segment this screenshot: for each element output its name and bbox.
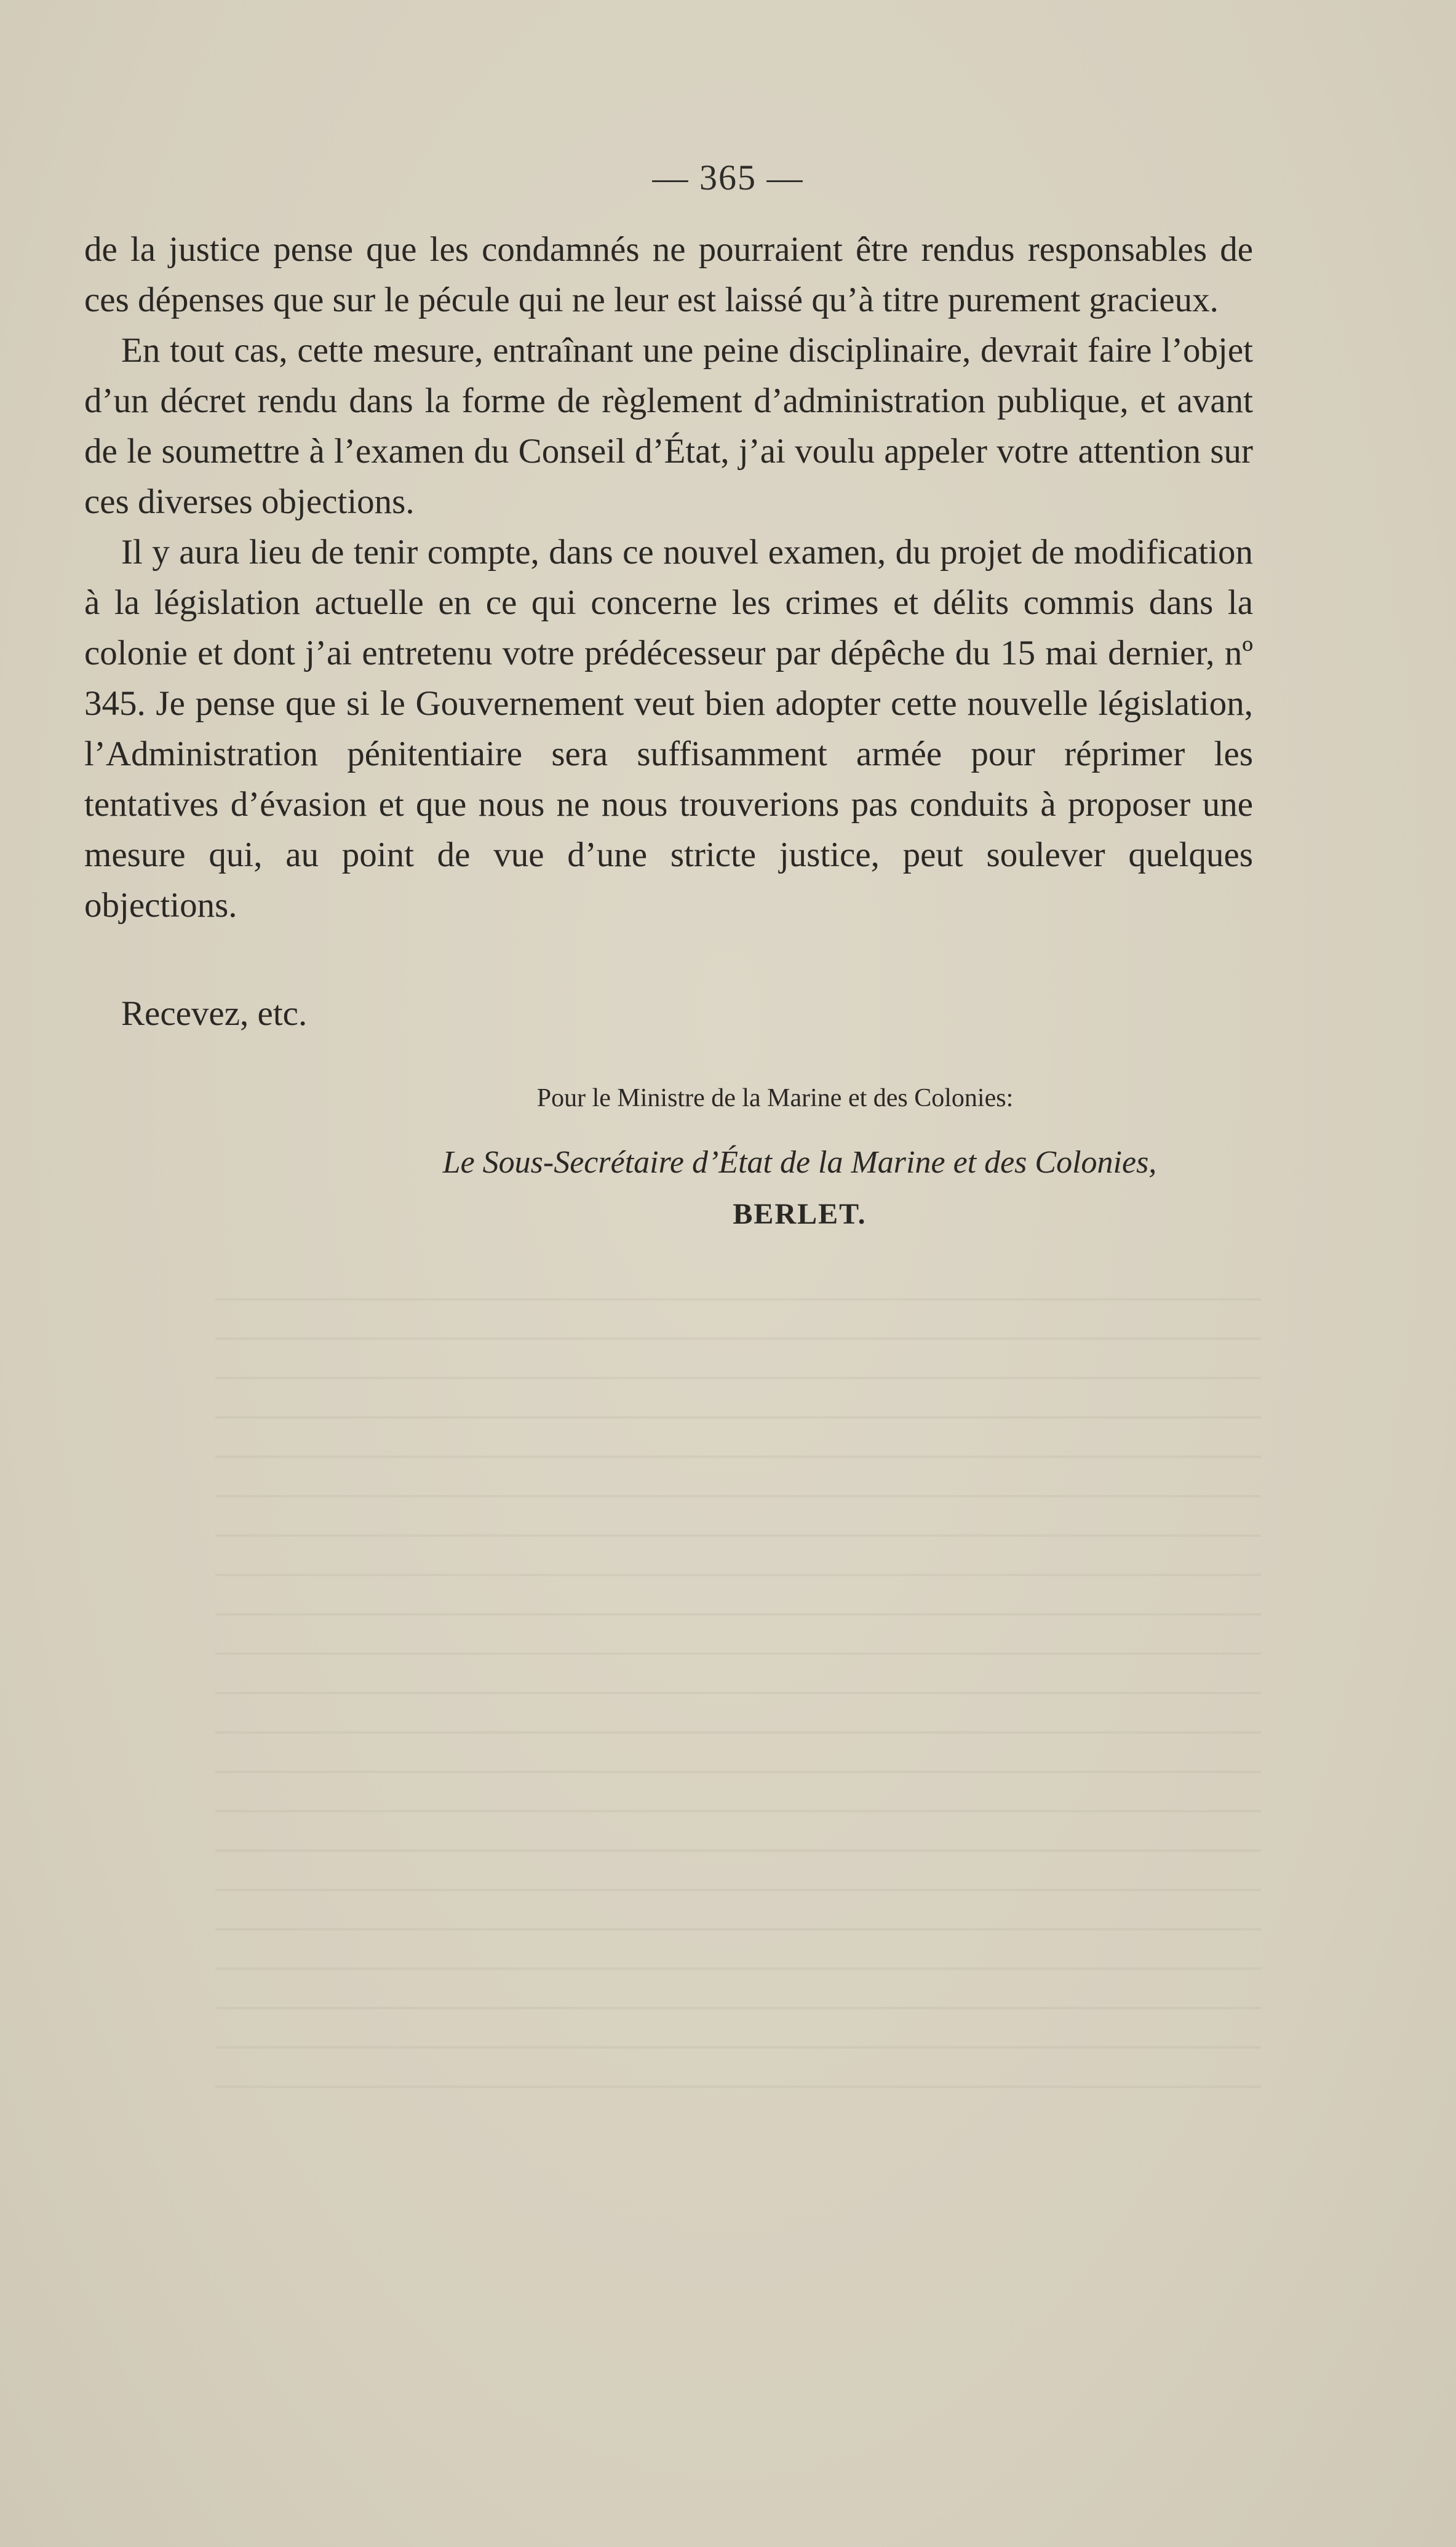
paragraph-continuation: de la justice pense que les condamnés ne pourraient être rendus responsables de ces dépenses que sur le pécule qui ne leur est laissé qu’à titre purement gracieux. — [84, 230, 1253, 319]
signature-title: Le Sous-Secrétaire d’État de la Marine et des Colonies, — [442, 1145, 1157, 1180]
paragraph: En tout cas, cette mesure, entraînant une peine disciplinaire, devrait faire l’objet d’un décret rendu dans la forme de règlement d’administration publique, et avant de le soumettre à l’examen du Conseil d’État, j’ai voulu appeler votre attention sur ces diverses objections. — [84, 331, 1253, 521]
page-number: — 365 — — [652, 157, 804, 197]
paragraph: Il y aura lieu de tenir compte, dans ce nouvel examen, du projet de modification à la législation actuelle en ce qui concerne les crimes et délits commis dans la colonie et dont j’ai entretenu votre prédécesseur par dépêche du 15 mai dernier, nº 345. Je pense que si le Gouvernement veut bien adopter cette nouvelle législation, l’Administration pénitentiaire sera suffisamment armée pour réprimer les tentatives d’évasion et que nous ne nous trouverions pas conduits à proposer une mesure qui, au point de vue d’une stricte justice, peut soulever quelques objections. — [84, 533, 1253, 925]
closing-formula: Recevez, etc. — [121, 994, 308, 1033]
signature-block — [369, 1080, 1230, 1236]
signature-name: BERLET. — [733, 1198, 867, 1230]
body-text — [84, 225, 1253, 931]
bleed-through-texture — [215, 1261, 1261, 2122]
signature-on-behalf: Pour le Ministre de la Marine et des Colonies: — [536, 1084, 1014, 1112]
